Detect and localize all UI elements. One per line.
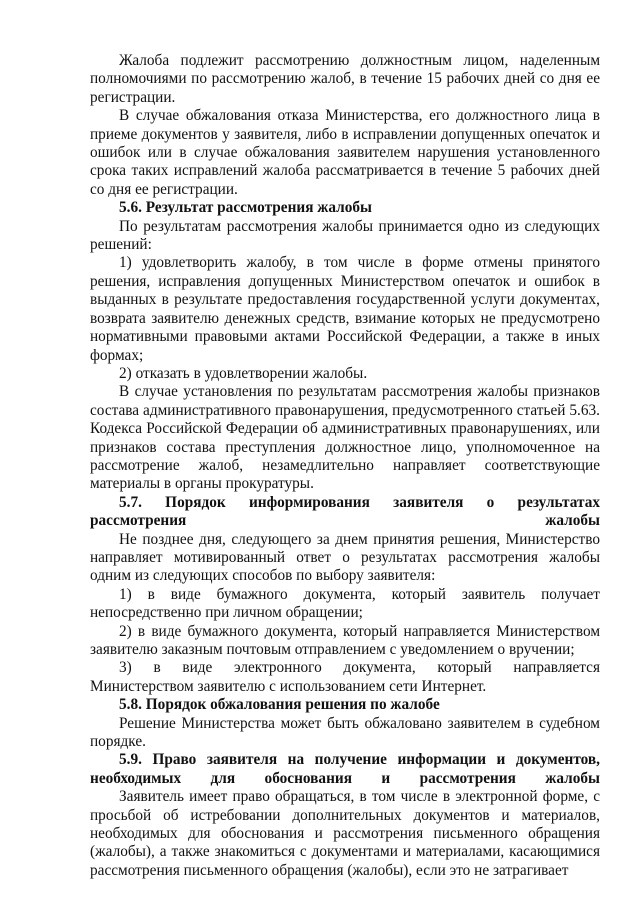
paragraph: Заявитель имеет право обращаться, в том числе в электронной форме, с просьбой об истребовании дополнительных документов и материалов, необходимых для обоснования и рассмотрения письменного обращения (жалобы), а также знакомиться с документами и материалами, касающимися рассмотрения письменного обращения (жалобы), если это не затрагивает	[90, 788, 600, 879]
section-heading: 5.8. Порядок обжалования решения по жалобе	[119, 696, 440, 714]
section-heading: 5.7. Порядок информирования заявителя о результатах рассмотрения жалобы	[90, 493, 600, 530]
paragraph: В случае установления по результатам рассмотрения жалобы признаков состава административного правонарушения, предусмотренного статьей 5.63. Кодекса Российской Федерации об административных правонарушениях, или признаков состава преступления должностное лицо, уполномоченное на рассмотрение жалоб, незамедлительно направляет соответствующие материалы в органы прокуратуры.	[90, 383, 600, 493]
paragraph: Жалоба подлежит рассмотрению должностным лицом, наделенным полномочиями по рассмотрению жалоб, в течение 15 рабочих дней со дня ее регистрации.	[90, 52, 600, 106]
paragraph: Не позднее дня, следующего за днем принятия решения, Министерство направляет мотивированный ответ о результатах рассмотрения жалобы одним из следующих способов по выбору заявителя:	[90, 530, 600, 585]
paragraph: В случае обжалования отказа Министерства, его должностного лица в приеме документов у заявителя, либо в исправлении допущенных опечаток и ошибок или в случае обжалования заявителем нарушения установленного срока таких исправлений жалоба рассматривается в течение 5 рабочих дней со дня ее регистрации.	[90, 107, 600, 198]
list-item: 2) в виде бумажного документа, который направляется Министерством заявителю заказным почтовым отправлением с уведомлением о вручении;	[90, 622, 600, 658]
paragraph: По результатам рассмотрения жалобы принимается одно из следующих решений:	[90, 217, 600, 254]
list-item: 2) отказать в удовлетворении жалобы.	[119, 364, 368, 382]
paragraph: Решение Министерства может быть обжаловано заявителем в судебном порядке.	[90, 714, 600, 751]
list-item: 1) удовлетворить жалобу, в том числе в форме отмены принятого решения, исправления допущенных Министерством опечаток и ошибок в выданных в результате предоставления государственной услуги документах, возврата заявителю денежных средств, взимание которых не предусмотрено нормативными правовыми актами Российской Федерации, а также в иных формах;	[90, 254, 600, 364]
list-item: 1) в виде бумажного документа, который заявитель получает непосредственно при личном обращении;	[90, 585, 600, 622]
section-heading: 5.6. Результат рассмотрения жалобы	[119, 199, 372, 217]
section-heading: 5.9. Право заявителя на получение информации и документов, необходимых для обоснования и рассмотрения жалобы	[90, 751, 600, 787]
document-text	[90, 52, 600, 880]
list-item: 3) в виде электронного документа, который направляется Министерством заявителю с использованием сети Интернет.	[90, 659, 600, 695]
